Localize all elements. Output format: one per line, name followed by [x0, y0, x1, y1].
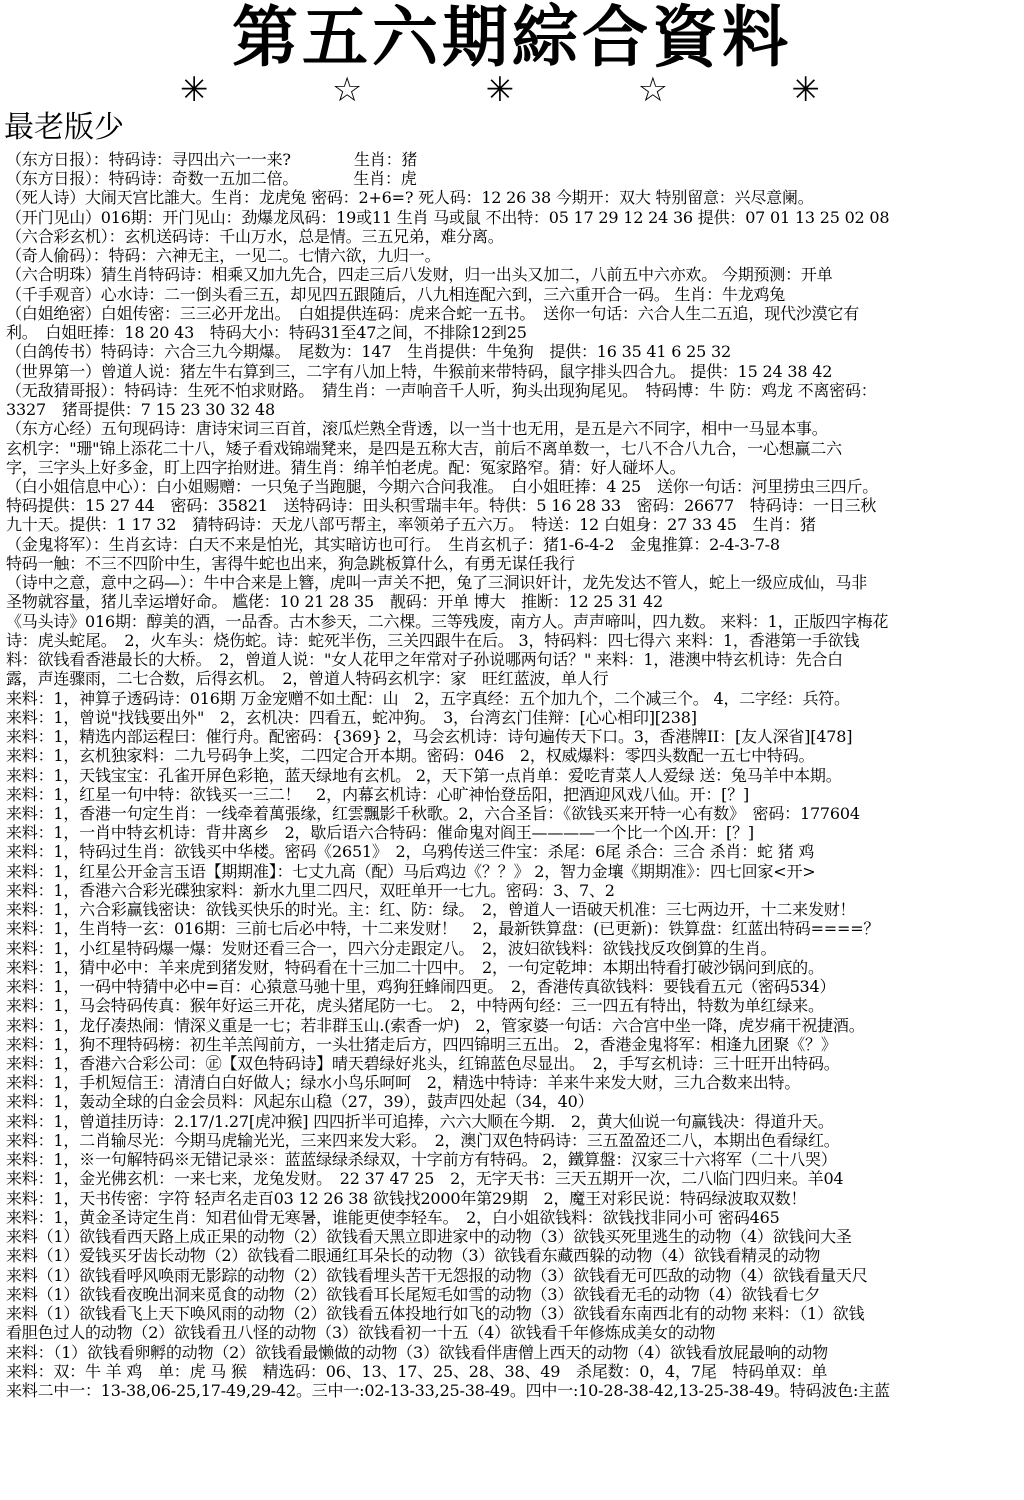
- text-line: 来料：1，红星一句中特：欲钱买一三二！ 2，内幕玄机诗：心旷神怡登岳阳，把酒迎风戏八仙。开：[？]: [6, 784, 750, 804]
- text-line: 来料：1，曾道挂历诗：2.17/1.27[虎冲猴] 四四折半可追捧，六六大顺在今期. 2，黄大仙说一句赢钱决：得道升天。: [6, 1111, 834, 1131]
- text-line: 特码一触：不三不四阶中生，害得牛蛇也出来，狗急跳板算什么，有勇无谋任我行: [6, 553, 575, 573]
- text-line: 来料：1，六合彩赢钱密诀：欲钱买快乐的时光。主：红、防：绿。 2，曾道人一语破天机准：三七两边开，十二来发财！: [6, 900, 856, 920]
- text-line: 看胆色过人的动物（2）欲钱看丑八怪的动物（3）欲钱看初一十五（4）欲钱看千年修炼成美女的动物: [6, 1323, 716, 1343]
- text-line: 来料：1，天书传密：字符 轻声名走百03 12 26 38 欲钱找2000年第29期 2，魔王对彩民说：特码绿波取双数！: [6, 1188, 807, 1208]
- text-line: 来料：1，特码过生肖：欲钱买中华楼。密码《2651》 2，乌鸦传送三件宝：杀尾：6尾 杀合：三合 杀肖：蛇 猪 鸡: [6, 842, 815, 862]
- text-line: 来料：1，小红星特码爆一爆：发财还看三合一，四六分走跟定八。 2，波妇欲钱料：欲钱找反攻倒算的生肖。: [6, 938, 777, 958]
- star-icon: ☆: [637, 70, 669, 110]
- text-line: 玄机字："珊"锦上添花二十八，矮子看戏锦端凳来，是四是五称大吉，前后不离单数一，七八不合八九合，一心想赢二六: [6, 438, 842, 458]
- text-line: 诗：虎头蛇尾。 2，火车头：烧伤蛇。诗：蛇死半伤，三关四跟牛在后。 3，特码料：四七得六 来料：1，香港第一手欲钱: [6, 630, 860, 650]
- text-line: （六合明珠）猜生肖特码诗：相乘又加九先合，四走三后八发财，归一出头又加二，八前五中六亦欢。 今期预测：开单: [6, 265, 833, 285]
- asterisk-icon: ✳: [485, 70, 515, 110]
- star-divider: [180, 70, 820, 110]
- text-line: （六合彩玄机）：玄机送码诗：千山万水，总是情。三五兄弟，难分离。: [6, 226, 504, 246]
- text-line: 来料：1，狗不理特码榜：初生羊羔闯前方，一头壮猪走后方，四四锦明三五出。 2，香港金鬼将军：相逢九团聚《？》: [6, 1034, 837, 1054]
- text-line: （诗中之意，意中之码—）：牛中合来是上簪，虎叫一声关不把，兔了三洞识奸计，龙先发达不管人，蛇上一级应成仙，马非: [6, 573, 868, 593]
- text-line: 来料（1）欲钱看西天路上成正果的动物（2）欲钱看天黑立即进家中的动物（3）欲钱买死里逃生的动物（4）欲钱问大圣: [6, 1227, 852, 1247]
- text-line: 来料：1，二肖输尽光：今期马虎输光光，三来四来发大彩。 2，澳门双色特码诗：三五盈盈还二八，本期出色看绿红。: [6, 1130, 840, 1150]
- text-line: 来料二中一：13-38,06-25,17-49,29-42。三中一:02-13-33,25-38-49。四中一:10-28-38-42,13-25-38-49。特码波色:主蓝: [6, 1381, 890, 1400]
- text-line: 九十天。提供：1 17 32 猜特码诗：天龙八部丐帮主，率领弟子五六万。 特送：12 白姐身：27 33 45 生肖：猪: [6, 515, 816, 535]
- text-line: 来料：1，神算子透码诗：016期 万金宠赠不如土配：山 2，五字真经：五个加九个，二个减三个。 4，二字经：兵符。: [6, 688, 850, 708]
- text-line: 圣物就容量，猪儿幸运增好命。 尴佬：10 21 28 35 靓码：开单 博大 推断：12 25 31 42: [6, 592, 663, 612]
- text-line: （开门见山）016期：开门见山：劲爆龙凤码：19或11 生肖 马或鼠 不出特：05 17 29 12 24 36 提供：07 01 13 25 02 08: [6, 207, 890, 227]
- text-line: 特码提供：15 27 44 密码：35821 送特码诗：田头积雪瑞丰年。特供：5 16 28 33 密码：26677 特码诗：一日三秋: [6, 496, 877, 516]
- text-line: 来料：1，轰动全球的白金会员料：风起东山稳（27，39），鼓声四处起（34，40）: [6, 1092, 594, 1112]
- text-line: 字，三字头上好多金，盯上四字抬财进。猜生肖：绵羊怕老虎。配：冤家路窄。猜：好人碰坏人。: [6, 457, 686, 477]
- text-line: 来料（1）欲钱看夜晚出洞来觅食的动物（2）欲钱看耳长尾短毛如雪的动物（3）欲钱看无毛的动物（4）欲钱看七夕: [6, 1284, 821, 1304]
- text-line: （白鸽传书）特码诗：六合三九今期爆。 尾数为：147 生肖提供：牛兔狗 提供：16 35 41 6 25 32: [6, 342, 731, 362]
- text-line: 来料：1，香港一句定生肖：一线牵着萬張缘，红雲飄影千秋歌。2，六合圣旨：《欲钱买来开特一心有数》 密码：177604: [6, 803, 860, 823]
- text-line: 来料：（1）欲钱看卵孵的动物（2）欲钱看最懒做的动物（3）欲钱看伴唐僧上西天的动物（4）欲钱看放屁最响的动物: [6, 1342, 828, 1362]
- text-line: 来料：1，生肖特一玄：016期：三前七后必中特，十二来发财！ 2，最新铁算盘：(已更新)：铁算盘：红蓝出特码====？: [6, 919, 880, 939]
- text-line: 来料：1，精选内部运程曰：催行舟。配密码：{369} 2，马会玄机诗：诗句遍传天下口。3，香港牌II：[友人深省][478]: [6, 727, 853, 747]
- text-line: 来料：1，天钱宝宝：孔雀开屏色彩艳，蓝天绿地有玄机。 2，天下第一点肖单：爱吃青菜人人爱绿 送：兔马羊中本期。: [6, 765, 842, 785]
- page-title: 第五六期綜合資料: [232, 0, 792, 76]
- text-line: （金鬼将军）：生肖玄诗：白天不来是怕光，其实暗访也可行。 生肖玄机子：猪1-6-4-2 金鬼推算：2-4-3-7-8: [6, 534, 780, 554]
- text-line: （东方日报）：特码诗：寻四出六一一来? 生肖：猪: [6, 150, 418, 169]
- text-line: 来料：1，马会特码传真：猴年好运三开花，虎头猪尾防一七。 2，中特两句经：三一四五有特出，特数为单红绿来。: [6, 996, 824, 1016]
- text-line: 来料：1，香港六合彩公司：㊣【双色特码诗】晴天碧绿好兆头，红锦蓝色尽显出。 2，手写玄机诗：三十旺开出特码。: [6, 1054, 840, 1074]
- text-line: 来料：1，一肖中特玄机诗：背井离乡 2，歇后语六合特码：催命鬼对阎王————一个比一个凶.开：[？]: [6, 823, 754, 843]
- text-line: 利。 白姐旺捧：18 20 43 特码大小：特码31至47之间，不排除12到25: [6, 323, 527, 343]
- text-line: 来料：1，金光佛玄机：一来七来，龙兔发财。 22 37 47 25 2，无字天书：三天五期开一次，二八临门四归来。羊04: [6, 1169, 844, 1189]
- text-line: 来料：1，黄金圣诗定生肖：知君仙骨无寒暑，谁能更使李轻车。 2，白小姐欲钱料：欲钱找非同小可 密码465: [6, 1207, 780, 1227]
- text-line: 来料：1，手机短信王：清清白白好做人；绿水小鸟乐呵呵 2，精选中特诗：羊来牛来发大财，三九合数来出特。: [6, 1073, 801, 1093]
- text-line: 料：欲钱看香港最长的大桥。 2，曾道人说："女人花甲之年常对子孙说哪两句话？" 来料：1，港澳中特玄机诗：先合白: [6, 650, 843, 670]
- text-line: 来料：1，猜中必中：羊来虎到猪发财，特码看在十三加二十四中。 2，一句定乾坤：本期出特看打破沙锅问到底的。: [6, 957, 824, 977]
- document-body: [6, 150, 1020, 1400]
- text-line: （死人诗）大闹天宫比誰大。生肖：龙虎兔 密码：2+6=? 死人码：12 26 38 今期开：双大 特别留意：兴尽意阑。: [6, 188, 814, 208]
- text-line: （世界第一）曾道人说：猪左牛右算到三，二字有八加上特，牛猴前来带特码，鼠字排头四合九。 提供：15 24 38 42: [6, 361, 833, 381]
- version-label: 最老版少: [4, 110, 124, 145]
- text-line: 来料：双：牛 羊 鸡 单：虎 马 猴 精选码：06、13、17、25、28、38、49 杀尾数：0，4，7尾 特码单双：单: [6, 1361, 828, 1381]
- asterisk-icon: ✳: [180, 70, 209, 110]
- text-line: 《马头诗》016期：醇美的酒，一品香。古木参天，二六棵。三等残废，南方人。声声啼叫，四九数。 来料：1，正版四字梅花: [6, 611, 889, 631]
- text-line: 来料：1，香港六合彩光碟独家料：新水九里二四尺，双旺单开一七九。密码：3、7、2: [6, 880, 615, 900]
- text-line: 来料（1）欲钱看飞上天下唤风雨的动物（2）欲钱看五体投地行如飞的动物（3）欲钱看东南西北有的动物 来料：（1）欲钱: [6, 1304, 865, 1324]
- text-line: 来料：1，一码中特猜中必中=百：心猿意马驰十里，鸡狗狂蜂闹四更。 2，香港传真欲钱料：要钱看五元（密码534）: [6, 977, 836, 997]
- text-line: （东方心经）五句现码诗：唐诗宋词三百首，滚瓜烂熟全背透，以一当十也无用，是五是六不同字，相中一马显本事。: [6, 419, 828, 439]
- text-line: 来料：1，龙仔凑热闹：情深义重是一七；若非群玉山.(索香一炉) 2，管家婆一句话：六合宫中坐一降，虎岁痛干祝捷酒。: [6, 1015, 865, 1035]
- text-line: （千手观音）心水诗：二一倒头看三五，却见四五跟随后，八九相连配六到，三六重开合一码。 生肖：牛龙鸡兔: [6, 284, 786, 304]
- text-line: 来料：1，红星公开金言玉语【期期准】：七丈九高（配）马后鸡边《？？》 2，智力金壤《期期准》：四七回家<开>: [6, 861, 816, 881]
- text-line: 来料：1，玄机独家料：二九号码争上奖，二四定合开本期。密码：046 2，权威爆料：零四头数配一五七中特码。: [6, 746, 815, 766]
- text-line: 3327 猪哥提供：7 15 23 30 32 48: [6, 400, 275, 420]
- text-line: 露，声连骤雨，二七合数，后得玄机。 2，曾道人特码玄机字：家 旺红蓝波，单人行: [6, 669, 609, 689]
- text-line: 来料：1，※一句解特码※无错记录※：蓝蓝绿绿杀绿双，十字前方有特码。 2，鐵算盤：汉家三十六将军（二十八哭）: [6, 1150, 837, 1170]
- asterisk-icon: ✳: [791, 70, 820, 110]
- text-line: 来料（1）爱钱买牙齿长动物（2）欲钱看二眼通红耳朵长的动物（3）欲钱看东藏西躲的动物（4）欲钱看精灵的动物: [6, 1246, 821, 1266]
- text-line: 来料（1）欲钱看呼风唤雨无影踪的动物（2）欲钱看埋头苦干无怨报的动物（3）欲钱看无可匹敌的动物（4）欲钱看量天尺: [6, 1265, 868, 1285]
- star-icon: ☆: [331, 70, 363, 110]
- text-line: （白小姐信息中心）：白小姐赐赠：一只兔子当跑腿，今期六合问我准。 白小姐旺捧：4 25 送你一句话：河里捞虫三四斤。: [6, 476, 879, 496]
- text-line: （奇人偷码）：特码：六神无主，一见二。七情六欲，九归一。: [6, 246, 441, 266]
- text-line: （白姐绝密）白姐传密：三三必开龙出。 白姐提供连码：虎来合蛇一五书。 送你一句话：六合人生二五追，现代沙漠它有: [6, 303, 860, 323]
- text-line: （东方日报）：特码诗：奇数一五加二倍。 生肖：虎: [6, 169, 417, 189]
- text-line: 来料：1，曾说"找钱要出外" 2，玄机决：四看五，蛇冲狗。 3，台湾玄门佳辩：[心心相印][238]: [6, 707, 697, 727]
- text-line: （无敌猜哥报）：特码诗：生死不怕求财路。 猜生肖：一声响音千人听，狗头出现狗尾见。 特码博：牛 防：鸡龙 不离密码：: [6, 380, 877, 400]
